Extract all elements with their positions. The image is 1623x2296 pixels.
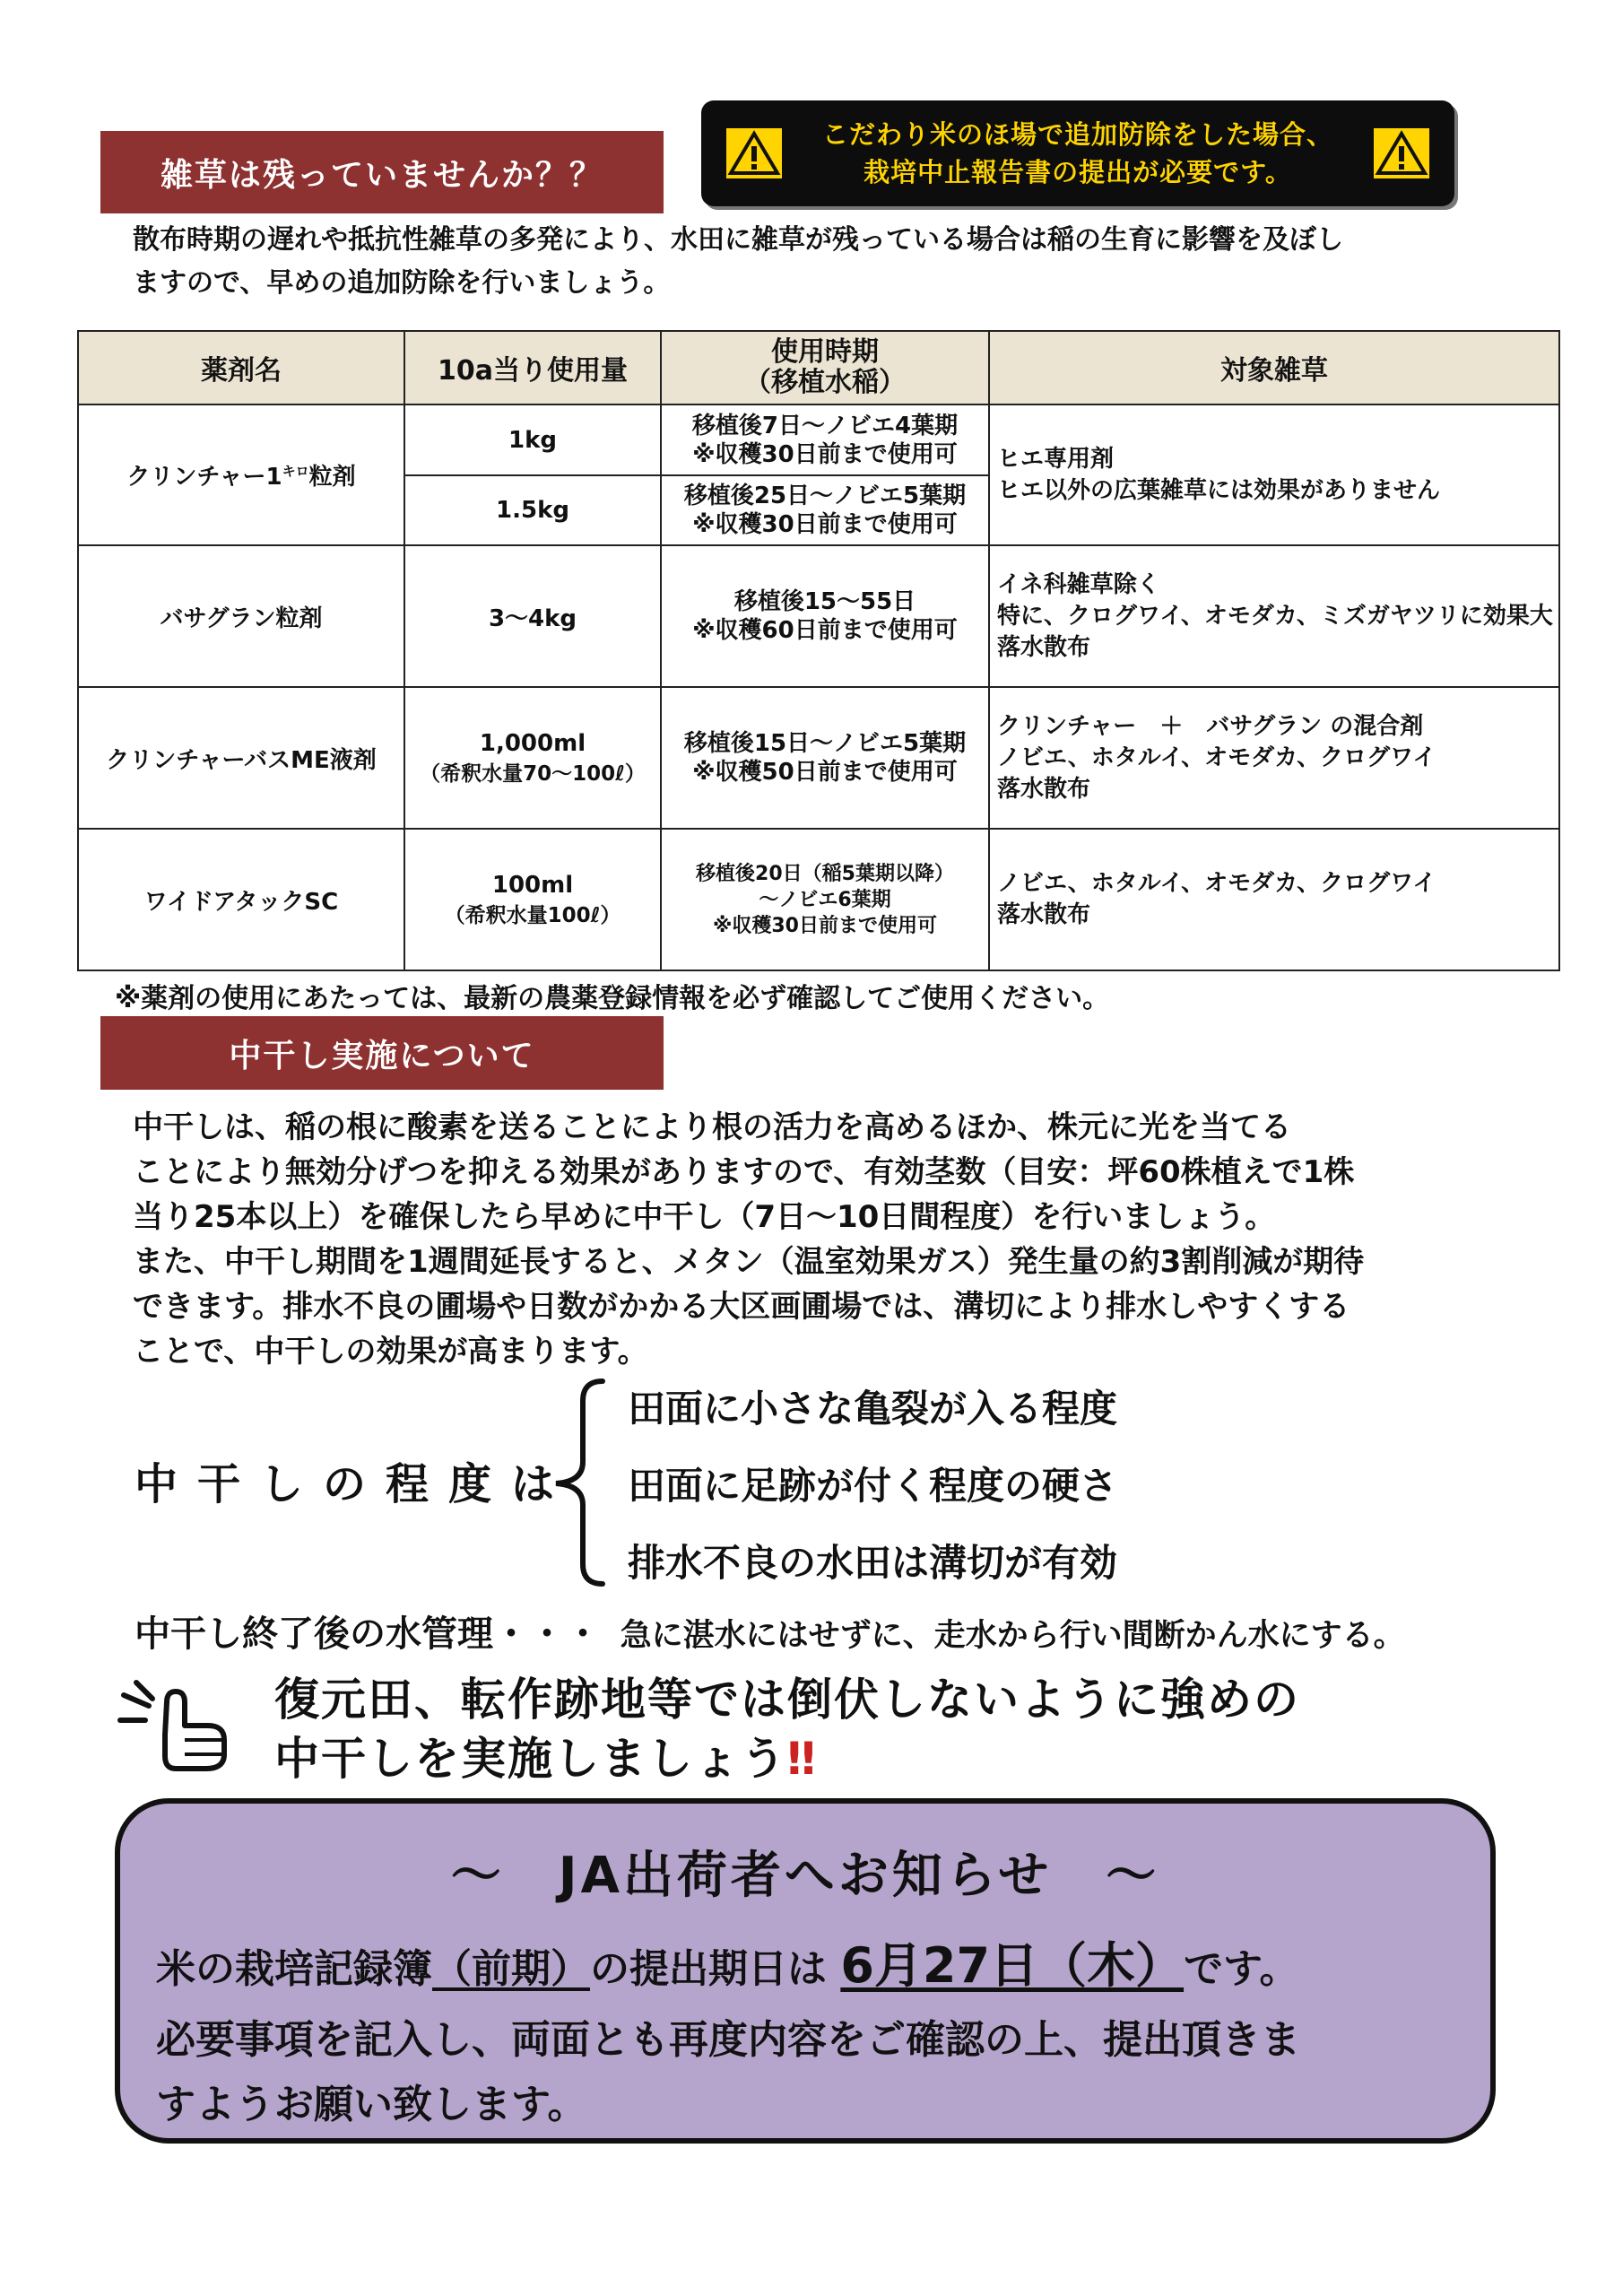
target-line: 落水散布 <box>997 901 1091 928</box>
amount-cell <box>404 829 661 970</box>
warning-triangle-icon <box>1374 128 1429 178</box>
table-row <box>78 545 1559 687</box>
herbicide-name: ワイドアタックSC <box>78 829 404 970</box>
target-line: ヒエ以外の広葉雑草には効果がありません <box>997 476 1441 504</box>
curly-brace-icon <box>538 1374 610 1589</box>
herbicide-name: クリンチャーバスME液剤 <box>78 687 404 829</box>
water-management <box>135 1605 1405 1657</box>
herbicide-name-tail: 粒剤 <box>308 464 356 491</box>
herbicide-name-superscript: キロ <box>282 463 309 480</box>
warning-text <box>807 116 1349 191</box>
table-header-row <box>78 331 1559 404</box>
timing-line: ※収穫30日前まで使用可 <box>692 511 958 538</box>
section-heading-weeds-text: 雑草は残っていませんか？？ <box>160 156 603 194</box>
amount-value: 1,000ml <box>479 729 586 757</box>
degree-item: 田面に小さな亀裂が入る程度 <box>628 1387 1118 1431</box>
timing-cell <box>661 475 989 545</box>
timing-cell <box>661 545 989 687</box>
amount-cell: 1kg <box>404 404 661 475</box>
notice-deadline-date: 6月27日（木） <box>840 1937 1185 1994</box>
paragraph-line: ことにより無効分げつを抑える効果がありますので、有効茎数（目安：坪60株植えで1株 <box>133 1154 1355 1190</box>
callout-line-1: 復元田、転作跡地等では倒伏しないように強めの <box>274 1674 1300 1726</box>
callout-text <box>274 1670 1300 1788</box>
warning-line-1: こだわり米のほ場で追加防除をした場合、 <box>821 119 1333 150</box>
target-line: 落水散布 <box>997 633 1091 661</box>
amount-value: 100ml <box>491 871 574 899</box>
section-heading-midseason-text: 中干し実施について <box>229 1037 535 1074</box>
table-row <box>78 829 1559 970</box>
timing-line: ※収穫30日前まで使用可 <box>692 440 958 468</box>
target-cell <box>989 404 1559 545</box>
notice-line-2: 必要事項を記入し、両面とも再度内容をご確認の上、提出頂きま <box>156 2017 1300 2063</box>
paragraph-line: ことで、中干しの効果が高まります。 <box>133 1334 648 1370</box>
target-line: ノビエ、ホタルイ、オモダカ、クログワイ <box>997 870 1436 897</box>
amount-note: （希釈水量100ℓ） <box>444 903 621 927</box>
notice-line-1 <box>156 1927 1490 1996</box>
header-target: 対象雑草 <box>989 331 1559 404</box>
herbicide-name <box>78 404 404 545</box>
degree-items <box>628 1370 1117 1602</box>
warning-line-2: 栽培中止報告書の提出が必要です。 <box>864 157 1292 187</box>
drainage-paragraph <box>133 1105 1585 1374</box>
warning-triangle-icon <box>726 128 782 178</box>
target-cell <box>989 829 1559 970</box>
intro-paragraph <box>133 219 1567 305</box>
amount-cell: 1.5kg <box>404 475 661 545</box>
table-row <box>78 404 1559 475</box>
degree-label: 中干しの程度は <box>135 1459 575 1509</box>
target-line: クリンチャー ＋ バサグラン の混合剤 <box>997 712 1424 740</box>
notice-line-3: すようお願い致します。 <box>156 2082 587 2127</box>
header-timing-line-1: 使用時期 <box>771 336 879 368</box>
target-cell <box>989 687 1559 829</box>
timing-line: 移植後20日（稲5葉期以降） <box>696 862 954 885</box>
target-line: 落水散布 <box>997 775 1091 803</box>
timing-line: 移植後25日～ノビエ5葉期 <box>683 483 967 509</box>
header-timing <box>661 331 989 404</box>
timing-line: 移植後15～55日 <box>733 588 916 615</box>
intro-line-2: ますので、早めの追加防除を行いましょう。 <box>133 267 671 299</box>
water-management-text: 急に湛水にはせずに、走水から行い間断かん水にする。 <box>620 1618 1405 1654</box>
notice-l1-d: です。 <box>1184 1946 1299 1992</box>
timing-line: ※収穫50日前まで使用可 <box>692 759 958 786</box>
callout-line-2 <box>274 1729 1300 1788</box>
target-line: ヒエ専用剤 <box>997 445 1115 473</box>
header-name: 薬剤名 <box>78 331 404 404</box>
target-cell <box>989 545 1559 687</box>
amount-cell <box>404 687 661 829</box>
timing-line: 移植後15日～ノビエ5葉期 <box>683 730 967 757</box>
paragraph-line: できます。排水不良の圃場や日数がかかる大区画圃場では、溝切により排水しやすくする <box>133 1289 1350 1325</box>
target-line: イネ科雑草除く <box>997 570 1160 598</box>
timing-line: 移植後7日～ノビエ4葉期 <box>691 412 959 439</box>
timing-line: ～ノビエ6葉期 <box>759 888 891 911</box>
notice-title: ～ JA出荷者へお知らせ ～ <box>450 1847 1160 1905</box>
header-timing-line-2: （移植水稲） <box>744 367 906 398</box>
water-management-label: 中干し終了後の水管理・・・ <box>135 1613 601 1655</box>
degree-item: 田面に足跡が付く程度の硬さ <box>628 1464 1118 1508</box>
paragraph-line: 中干しは、稲の根に酸素を送ることにより根の活力を高めるほか、株元に光を当てる <box>133 1109 1291 1145</box>
header-amount: 10a当り使用量 <box>404 331 661 404</box>
timing-cell <box>661 404 989 475</box>
timing-line: ※収穫60日前まで使用可 <box>692 617 958 644</box>
timing-cell <box>661 687 989 829</box>
timing-cell <box>661 829 989 970</box>
timing-line: ※収穫30日前まで使用可 <box>712 914 937 937</box>
notice-l1-a: 米の栽培記録簿 <box>156 1946 432 1992</box>
warning-box <box>701 100 1454 206</box>
callout-line-2-text: 中干しを実施しましょう <box>274 1733 787 1785</box>
table-note: ※薬剤の使用にあたっては、最新の農薬登録情報を必ず確認してご使用ください。 <box>115 983 1110 1014</box>
target-line: ノビエ、ホタルイ、オモダカ、クログワイ <box>997 744 1436 771</box>
pointing-hand-icon <box>117 1675 242 1774</box>
notice-l1-b: （前期） <box>432 1946 590 1992</box>
notice-l1-c: の提出期日は <box>590 1946 841 1992</box>
double-exclamation-icon: ‼ <box>787 1733 818 1785</box>
amount-cell: 3～4kg <box>404 545 661 687</box>
paragraph-line: 当り25本以上）を確保したら早めに中干し（7日～10日間程度）を行いましょう。 <box>133 1199 1276 1235</box>
section-heading-weeds <box>100 131 664 213</box>
paragraph-line: また、中干し期間を1週間延長すると、メタン（温室効果ガス）発生量の約3割削減が期待 <box>133 1244 1365 1280</box>
intro-line-1: 散布時期の遅れや抵抗性雑草の多発により、水田に雑草が残っている場合は稲の生育に影響を及ぼし <box>133 224 1343 256</box>
target-line: 特に、クログワイ、オモダカ、ミズガヤツリに効果大 <box>997 602 1553 630</box>
herbicide-table <box>77 330 1560 971</box>
table-row <box>78 687 1559 829</box>
amount-note: （希釈水量70～100ℓ） <box>420 761 646 786</box>
section-heading-midseason-drainage <box>100 1016 664 1090</box>
degree-item: 排水不良の水田は溝切が有効 <box>628 1541 1118 1585</box>
herbicide-name-main: クリンチャー1 <box>126 464 282 491</box>
herbicide-name: バサグラン粒剤 <box>78 545 404 687</box>
ja-notice-box <box>115 1798 1496 2144</box>
